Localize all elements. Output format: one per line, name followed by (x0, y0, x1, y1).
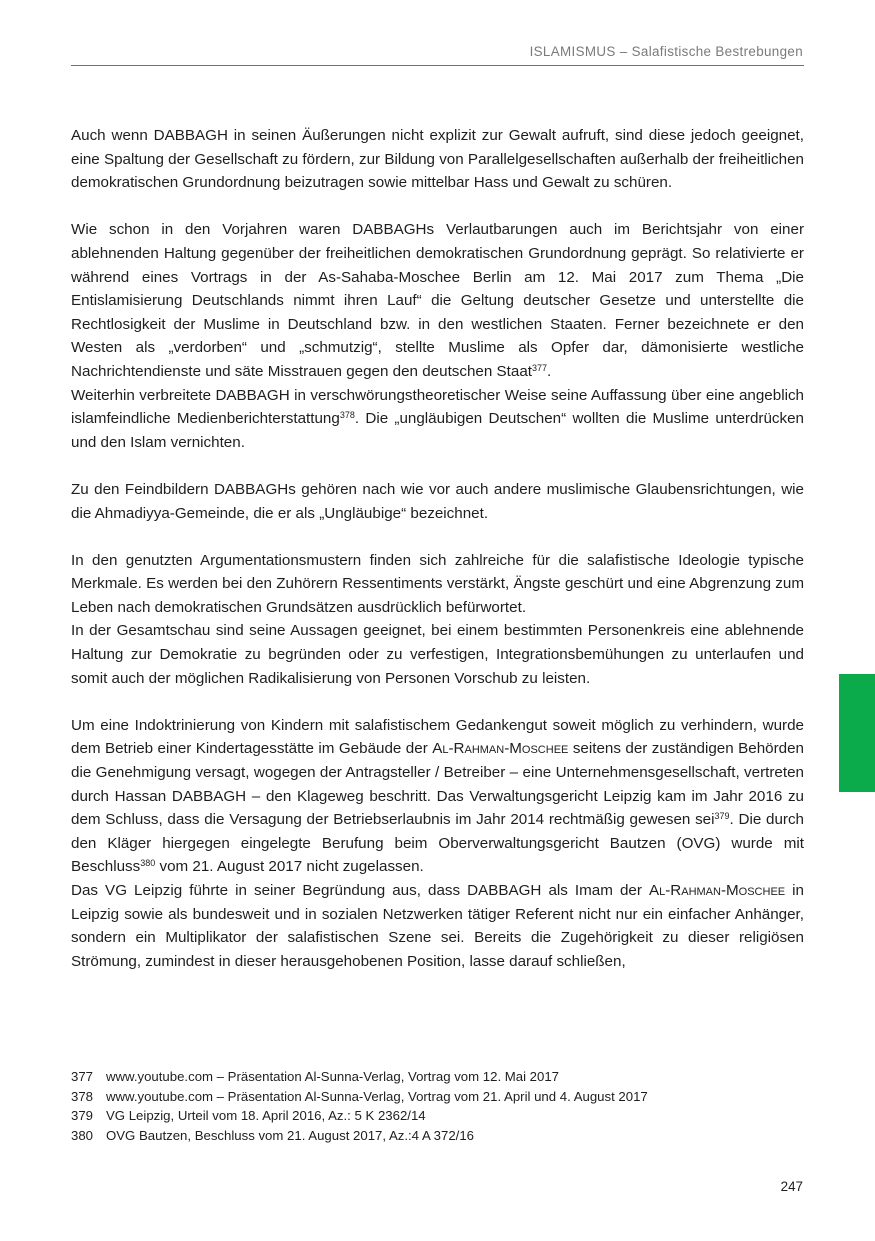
mosque-name: Al-Rahman-Moschee (432, 740, 569, 758)
paragraph-5: In den genutzten Argumentationsmustern finden sich zahlreiche für die salafistische Ideologie typische Merkmale. Es werden bei den Zuhörern Ressentiments verstärkt, Ängste geschürt und eine Abgrenzung zum Leben nach demokratischen Grundsätzen ausdrücklich befürwortet. (71, 551, 804, 616)
footnote-number: 378 (71, 1088, 94, 1104)
footnote-379 (71, 1106, 804, 1126)
footnote-number: 379 (71, 1108, 94, 1124)
body-text (71, 124, 804, 973)
paragraph-8 (71, 879, 804, 973)
footnote-number: 377 (71, 1069, 94, 1084)
footnote-text: OVG Bautzen, Beschluss vom 21. August 2017, Az.:4 A 372/16 (106, 1127, 475, 1143)
footnote-377 (71, 1067, 804, 1087)
paragraph-7 (71, 714, 804, 879)
paragraph-7-text-b: seitens der zuständigen Behörden die Genehmigung versagt, wogegen der Antragsteller / Betreiber – eine Unternehmensgesellschaft, vertreten durch Hassan DABBAGH – den Klageweg beschritt. Das Verwaltungsgericht Leipzig kam im Jahr 2016 zu dem Schluss, dass die Versagung der Betriebserlaubnis im Jahr 2014 rechtmäßig gewesen sei (71, 740, 804, 829)
footnote-ref-377[interactable]: 377 (532, 362, 548, 373)
footnote-378 (71, 1087, 804, 1107)
footnote-ref-378[interactable]: 378 (339, 410, 355, 421)
footnote-text: www.youtube.com – Präsentation Al-Sunna-Verlag, Vortrag vom 21. April und 4. August 2017 (106, 1088, 648, 1104)
header-rule (71, 65, 804, 66)
footnote-text: VG Leipzig, Urteil vom 18. April 2016, Az.: 5 K 2362/14 (106, 1108, 426, 1124)
paragraph-7-text-a: Um eine Indoktrinierung von Kindern mit salafistischem Gedankengut soweit möglich zu verhindern, wurde dem Betrieb einer Kindertagesstätte im Gebäude der (71, 716, 804, 758)
paragraph-3 (71, 384, 804, 455)
footnote-380 (71, 1126, 804, 1146)
paragraph-8-text-b: in Leipzig sowie als bundesweit und in sozialen Netzwerken tätiger Referent nicht nur ein einfacher Anhänger, sondern ein Multiplikator der salafistischen Szene sei. Bereits die Zugehörigkeit zu dieser religiösen Strömung, zumindest in dieser herausgehobenen Position, lasse darauf schließen, (71, 882, 804, 970)
paragraph-1: Auch wenn DABBAGH in seinen Äußerungen nicht explizit zur Gewalt aufruft, sind diese jedoch geeignet, eine Spaltung der Gesellschaft zu fördern, zur Bildung von Parallelgesellschaften außerhalb der freiheitlichen demokratischen Grundordnung beizutragen sowie mittelbar Hass und Gewalt zu schüren. (71, 127, 804, 192)
paragraph-8-text-a: Das VG Leipzig führte in seiner Begründung aus, dass DABBAGH als Imam der (71, 882, 649, 899)
footnote-number: 380 (71, 1127, 94, 1143)
footnotes (71, 1067, 804, 1145)
paragraph-7-text-c: . Die durch den Kläger hiergegen eingelegte Berufung beim Oberverwaltungsgericht Bautzen (OVG) wurde mit Beschluss (71, 811, 804, 876)
mosque-name: Al-Rahman-Moschee (648, 882, 786, 899)
paragraph-3-rest: . Die „ungläubigen Deutschen“ wollten die Muslime unterdrücken und den Islam vernichten. (71, 410, 804, 451)
footnote-ref-380[interactable]: 380 (140, 858, 156, 869)
page-number: 247 (780, 1179, 803, 1194)
paragraph-2 (71, 218, 804, 383)
paragraph-2-text: Wie schon in den Vorjahren waren DABBAGHs Verlautbarungen auch im Berichtsjahr von einer ablehnenden Haltung gegenüber der freiheitlichen demokratischen Grundordnung geprägt. So relativierte er während eines Vortrags in der As-Sahaba-Moschee Berlin am 12. Mai 2017 zum Thema „Die Entislamisierung Deutschlands nimmt ihren Lauf“ die Geltung deutscher Gesetze und unterstellte die Rechtlosigkeit der Muslime in Deutschland bzw. in den westlichen Staaten. Ferner bezeichnete er den Westen als „verdorben“ und „schmutzig“, stellte Muslime als Opfer dar, dämonisierte westliche Nachrichtendienste und säte Misstrauen gegen den deutschen Staat (71, 221, 804, 380)
paragraph-2-end: . (547, 362, 552, 380)
chapter-side-tab (839, 674, 875, 792)
footnote-text: www.youtube.com – Präsentation Al-Sunna-Verlag, Vortrag vom 12. Mai 2017 (106, 1069, 560, 1084)
running-header: ISLAMISMUS – Salafistische Bestrebungen (529, 44, 803, 59)
footnote-ref-379[interactable]: 379 (714, 811, 730, 822)
paragraph-4: Zu den Feindbildern DABBAGHs gehören nach wie vor auch andere muslimische Glaubensrichtungen, wie die Ahmadiyya-Gemeinde, die er als „Ungläubige“ bezeichnet. (71, 480, 804, 522)
paragraph-7-text-d: vom 21. August 2017 nicht zugelassen. (155, 858, 424, 876)
paragraph-3-text: Weiterhin verbreitete DABBAGH in verschwörungstheoretischer Weise seine Auffassung über eine angeblich islamfeindliche Medienberichterstattung (71, 386, 804, 428)
paragraph-6: In der Gesamtschau sind seine Aussagen geeignet, bei einem bestimmten Personenkreis eine ablehnende Haltung zur Demokratie zu begründen oder zu verfestigen, Integrationsbemühungen zu unterlaufen und somit auch der möglichen Radikalisierung von Personen Vorschub zu leisten. (71, 622, 804, 687)
